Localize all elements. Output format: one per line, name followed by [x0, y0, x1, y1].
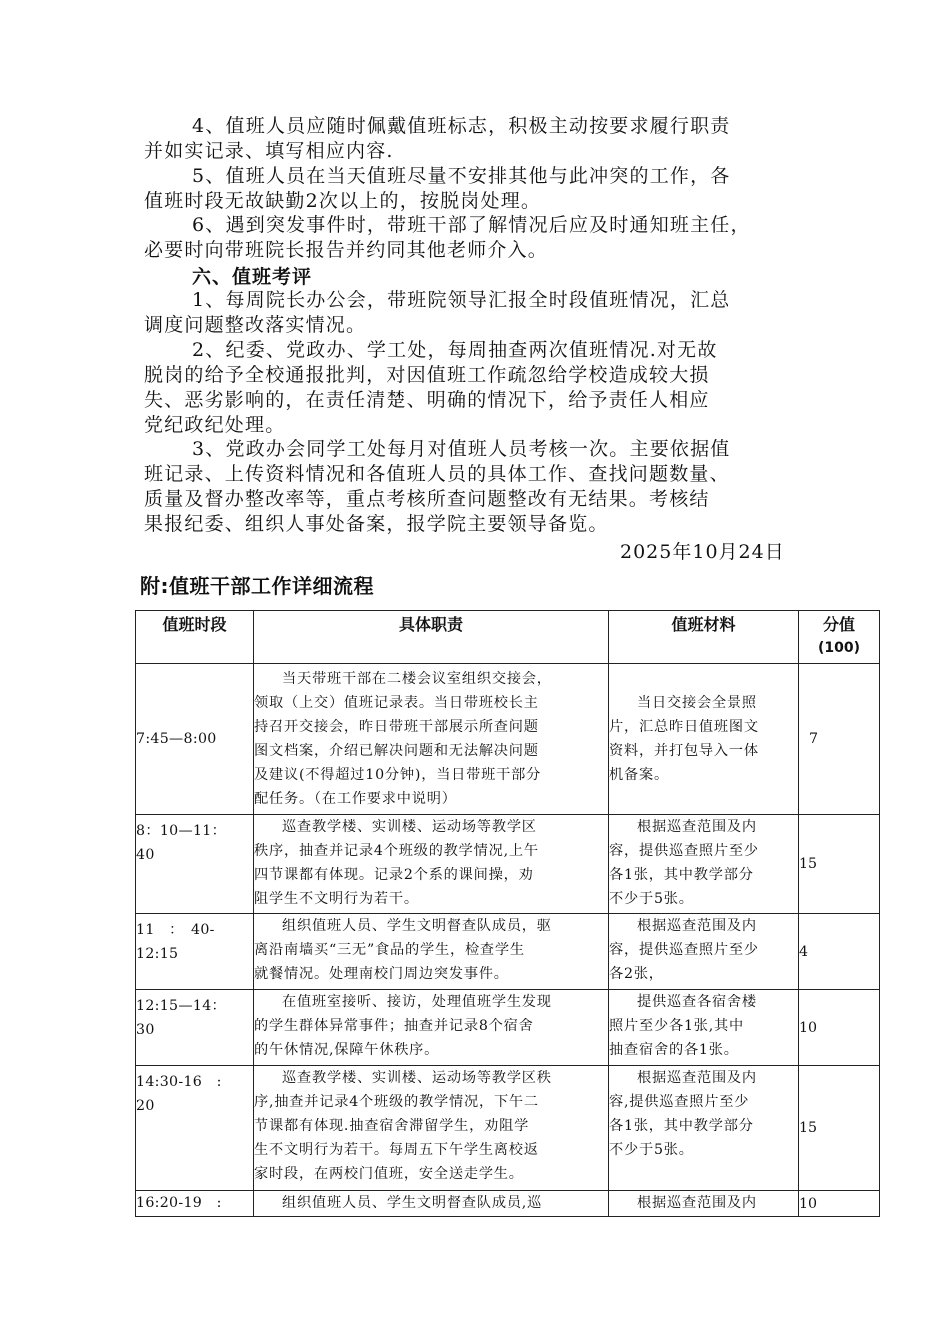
duty-line: 离沿南墙买“三无”食品的学生，检查学生 — [254, 942, 525, 958]
cell-duty — [254, 914, 609, 990]
duty-line: 生不文明行为若干。每周五下午学生离校返 — [254, 1142, 539, 1158]
text-line: 脱岗的给予全校通报批判，对因值班工作疏忽给学校造成较大损 — [144, 364, 710, 386]
cell-material — [609, 990, 799, 1066]
time-line: 40 — [136, 847, 155, 863]
material-line: 提供巡查各宿舍楼 — [637, 994, 757, 1010]
text-line: 党纪政纪处理。 — [144, 414, 286, 436]
material-line: 容，提供巡查照片至少 — [609, 843, 759, 859]
score-value: 10 — [799, 1019, 818, 1036]
score-value: 15 — [799, 1120, 818, 1136]
duty-line: 在值班室接听、接访，处理值班学生发现 — [282, 994, 552, 1010]
cell-score — [799, 1191, 880, 1217]
material-line: 各1张，其中教学部分 — [609, 867, 754, 883]
text-line: 5、值班人员在当天值班尽量不安排其他与此冲突的工作，各 — [192, 165, 731, 187]
cell-duty — [254, 990, 609, 1066]
duty-line: 持召开交接会，昨日带班干部展示所查问题 — [254, 719, 539, 735]
header-score-label: 分值 — [822, 615, 855, 634]
attachment-title: 附:值班干部工作详细流程 — [140, 574, 374, 598]
duty-line: 图文档案，介绍已解决问题和无法解决问题 — [254, 743, 539, 759]
duty-line: 领取（上交）值班记录表。当日带班校长主 — [254, 695, 539, 711]
text-line: 值班时段无故缺勤2次以上的，按脱岗处理。 — [144, 190, 542, 212]
cell-score — [799, 1066, 880, 1191]
paragraph-eval-3 — [144, 437, 812, 537]
cell-material — [609, 1066, 799, 1191]
cell-time — [136, 664, 254, 815]
text-line: 质量及督办整改率等，重点考核所查问题整改有无结果。考核结 — [144, 488, 710, 510]
header-time: 值班时段 — [136, 611, 254, 664]
table-row — [136, 1066, 880, 1191]
material-line: 片，汇总昨日值班图文 — [609, 719, 759, 735]
table-row — [136, 664, 880, 815]
cell-material — [609, 815, 799, 914]
score-value: 4 — [799, 943, 809, 960]
material-line: 根据巡查范围及内 — [637, 1070, 757, 1086]
text-line: 并如实记录、填写相应内容. — [144, 140, 394, 162]
time-line: 20 — [136, 1098, 155, 1114]
text-line: 果报纪委、组织人事处备案，报学院主要领导备览。 — [144, 513, 609, 535]
header-duty: 具体职责 — [254, 611, 609, 664]
section-heading-evaluation: 六、值班考评 — [192, 266, 313, 288]
time-line: 12:15 — [136, 946, 179, 962]
material-line: 照片至少各1张,其中 — [609, 1018, 745, 1034]
cell-time — [136, 1066, 254, 1191]
document-date: 2025年10月24日 — [620, 541, 785, 563]
duty-line: 及建议(不得超过10分钟)，当日带班干部分 — [254, 767, 542, 783]
cell-score — [799, 815, 880, 914]
text-line: 2、纪委、党政办、学工处，每周抽查两次值班情况.对无故 — [192, 339, 718, 361]
duty-line: 组织值班人员、学生文明督查队成员,巡 — [282, 1195, 543, 1211]
text-line: 失、恶劣影响的，在责任清楚、明确的情况下，给予责任人相应 — [144, 389, 710, 411]
header-score — [799, 611, 880, 664]
cell-material — [609, 664, 799, 815]
cell-material — [609, 1191, 799, 1217]
material-line: 各1张，其中教学部分 — [609, 1118, 754, 1134]
duty-line: 家时段，在两校门值班，安全送走学生。 — [254, 1166, 524, 1182]
cell-time — [136, 914, 254, 990]
duty-schedule-table — [135, 610, 880, 1217]
cell-time — [136, 1191, 254, 1217]
duty-line: 组织值班人员、学生文明督查队成员，驱 — [282, 918, 552, 934]
duty-line: 配任务。（在工作要求中说明） — [254, 791, 457, 807]
paragraph-rule-5 — [144, 164, 812, 214]
duty-line: 就餐情况。处理南校门周边突发事件。 — [254, 966, 509, 982]
material-line: 各2张， — [609, 966, 664, 982]
table-row — [136, 914, 880, 990]
material-line: 根据巡查范围及内 — [637, 1195, 757, 1211]
time-line: 8：10—11： — [136, 823, 227, 839]
duty-line: 四节课都有体现。记录2个系的课间操，劝 — [254, 867, 534, 883]
duty-line: 巡查教学楼、实训楼、运动场等教学区 — [282, 819, 537, 835]
paragraph-eval-1 — [144, 288, 812, 338]
text-line: 班记录、上传资料情况和各值班人员的具体工作、查找问题数量、 — [144, 463, 730, 485]
time-line: 30 — [136, 1022, 155, 1038]
paragraph-rule-6 — [144, 213, 812, 263]
duty-line: 当天带班干部在二楼会议室组织交接会， — [282, 671, 552, 687]
material-line: 当日交接会全景照 — [637, 695, 757, 711]
duty-line: 阻学生不文明行为若干。 — [254, 891, 419, 907]
duty-line: 巡查教学楼、实训楼、运动场等教学区秩 — [282, 1070, 552, 1086]
cell-score — [799, 990, 880, 1066]
text-line: 6、遇到突发事件时，带班干部了解情况后应及时通知班主任， — [192, 214, 751, 236]
duty-line: 序,抽查并记录4个班级的教学情况，下午二 — [254, 1094, 539, 1110]
material-line: 容，提供巡查照片至少 — [609, 942, 759, 958]
cell-material — [609, 914, 799, 990]
time-line: 11 ： 40- — [136, 922, 215, 938]
material-line: 根据巡查范围及内 — [637, 819, 757, 835]
score-value: 10 — [799, 1195, 818, 1212]
material-line: 容,提供巡查照片至少 — [609, 1094, 750, 1110]
material-line: 不少于5张。 — [609, 891, 694, 907]
cell-duty — [254, 664, 609, 815]
table-row — [136, 815, 880, 914]
text-line: 调度问题整改落实情况。 — [144, 314, 367, 336]
material-line: 根据巡查范围及内 — [637, 918, 757, 934]
cell-duty — [254, 1066, 609, 1191]
header-score-total: (100) — [817, 640, 861, 656]
cell-time — [136, 815, 254, 914]
duty-line: 节课都有体现.抽查宿舍滞留学生，劝阻学 — [254, 1118, 530, 1134]
cell-score — [799, 664, 880, 815]
cell-duty — [254, 815, 609, 914]
cell-score — [799, 914, 880, 990]
cell-duty — [254, 1191, 609, 1217]
material-line: 抽查宿舍的各1张。 — [609, 1042, 739, 1058]
duty-line: 的学生群体异常事件；抽查并记录8个宿舍 — [254, 1018, 534, 1034]
score-value: 15 — [799, 856, 818, 872]
text-line: 3、党政办会同学工处每月对值班人员考核一次。主要依据值 — [192, 438, 731, 460]
material-line: 机备案。 — [609, 767, 669, 783]
duty-line: 秩序，抽查并记录4个班级的教学情况,上午 — [254, 843, 539, 859]
material-line: 不少于5张。 — [609, 1142, 694, 1158]
material-line: 资料，并打包导入一体 — [609, 743, 759, 759]
header-material: 值班材料 — [609, 611, 799, 664]
text-line: 1、每周院长办公会，带班院领导汇报全时段值班情况，汇总 — [192, 289, 731, 311]
time-line: 16:20-19 : — [136, 1195, 222, 1211]
time-line: 14:30-16 : — [136, 1074, 222, 1090]
time-line: 7:45—8:00 — [136, 731, 217, 747]
table-row — [136, 1191, 880, 1217]
score-value: 7 — [809, 731, 819, 747]
paragraph-rule-4 — [144, 114, 812, 164]
table-header-row — [136, 611, 880, 664]
text-line: 必要时向带班院长报告并约同其他老师介入。 — [144, 239, 549, 261]
table-row — [136, 990, 880, 1066]
time-line: 12:15—14： — [136, 998, 227, 1014]
paragraph-eval-2 — [144, 338, 812, 438]
cell-time — [136, 990, 254, 1066]
duty-line: 的午休情况,保障午休秩序。 — [254, 1042, 440, 1058]
text-line: 4、值班人员应随时佩戴值班标志，积极主动按要求履行职责 — [192, 115, 731, 137]
